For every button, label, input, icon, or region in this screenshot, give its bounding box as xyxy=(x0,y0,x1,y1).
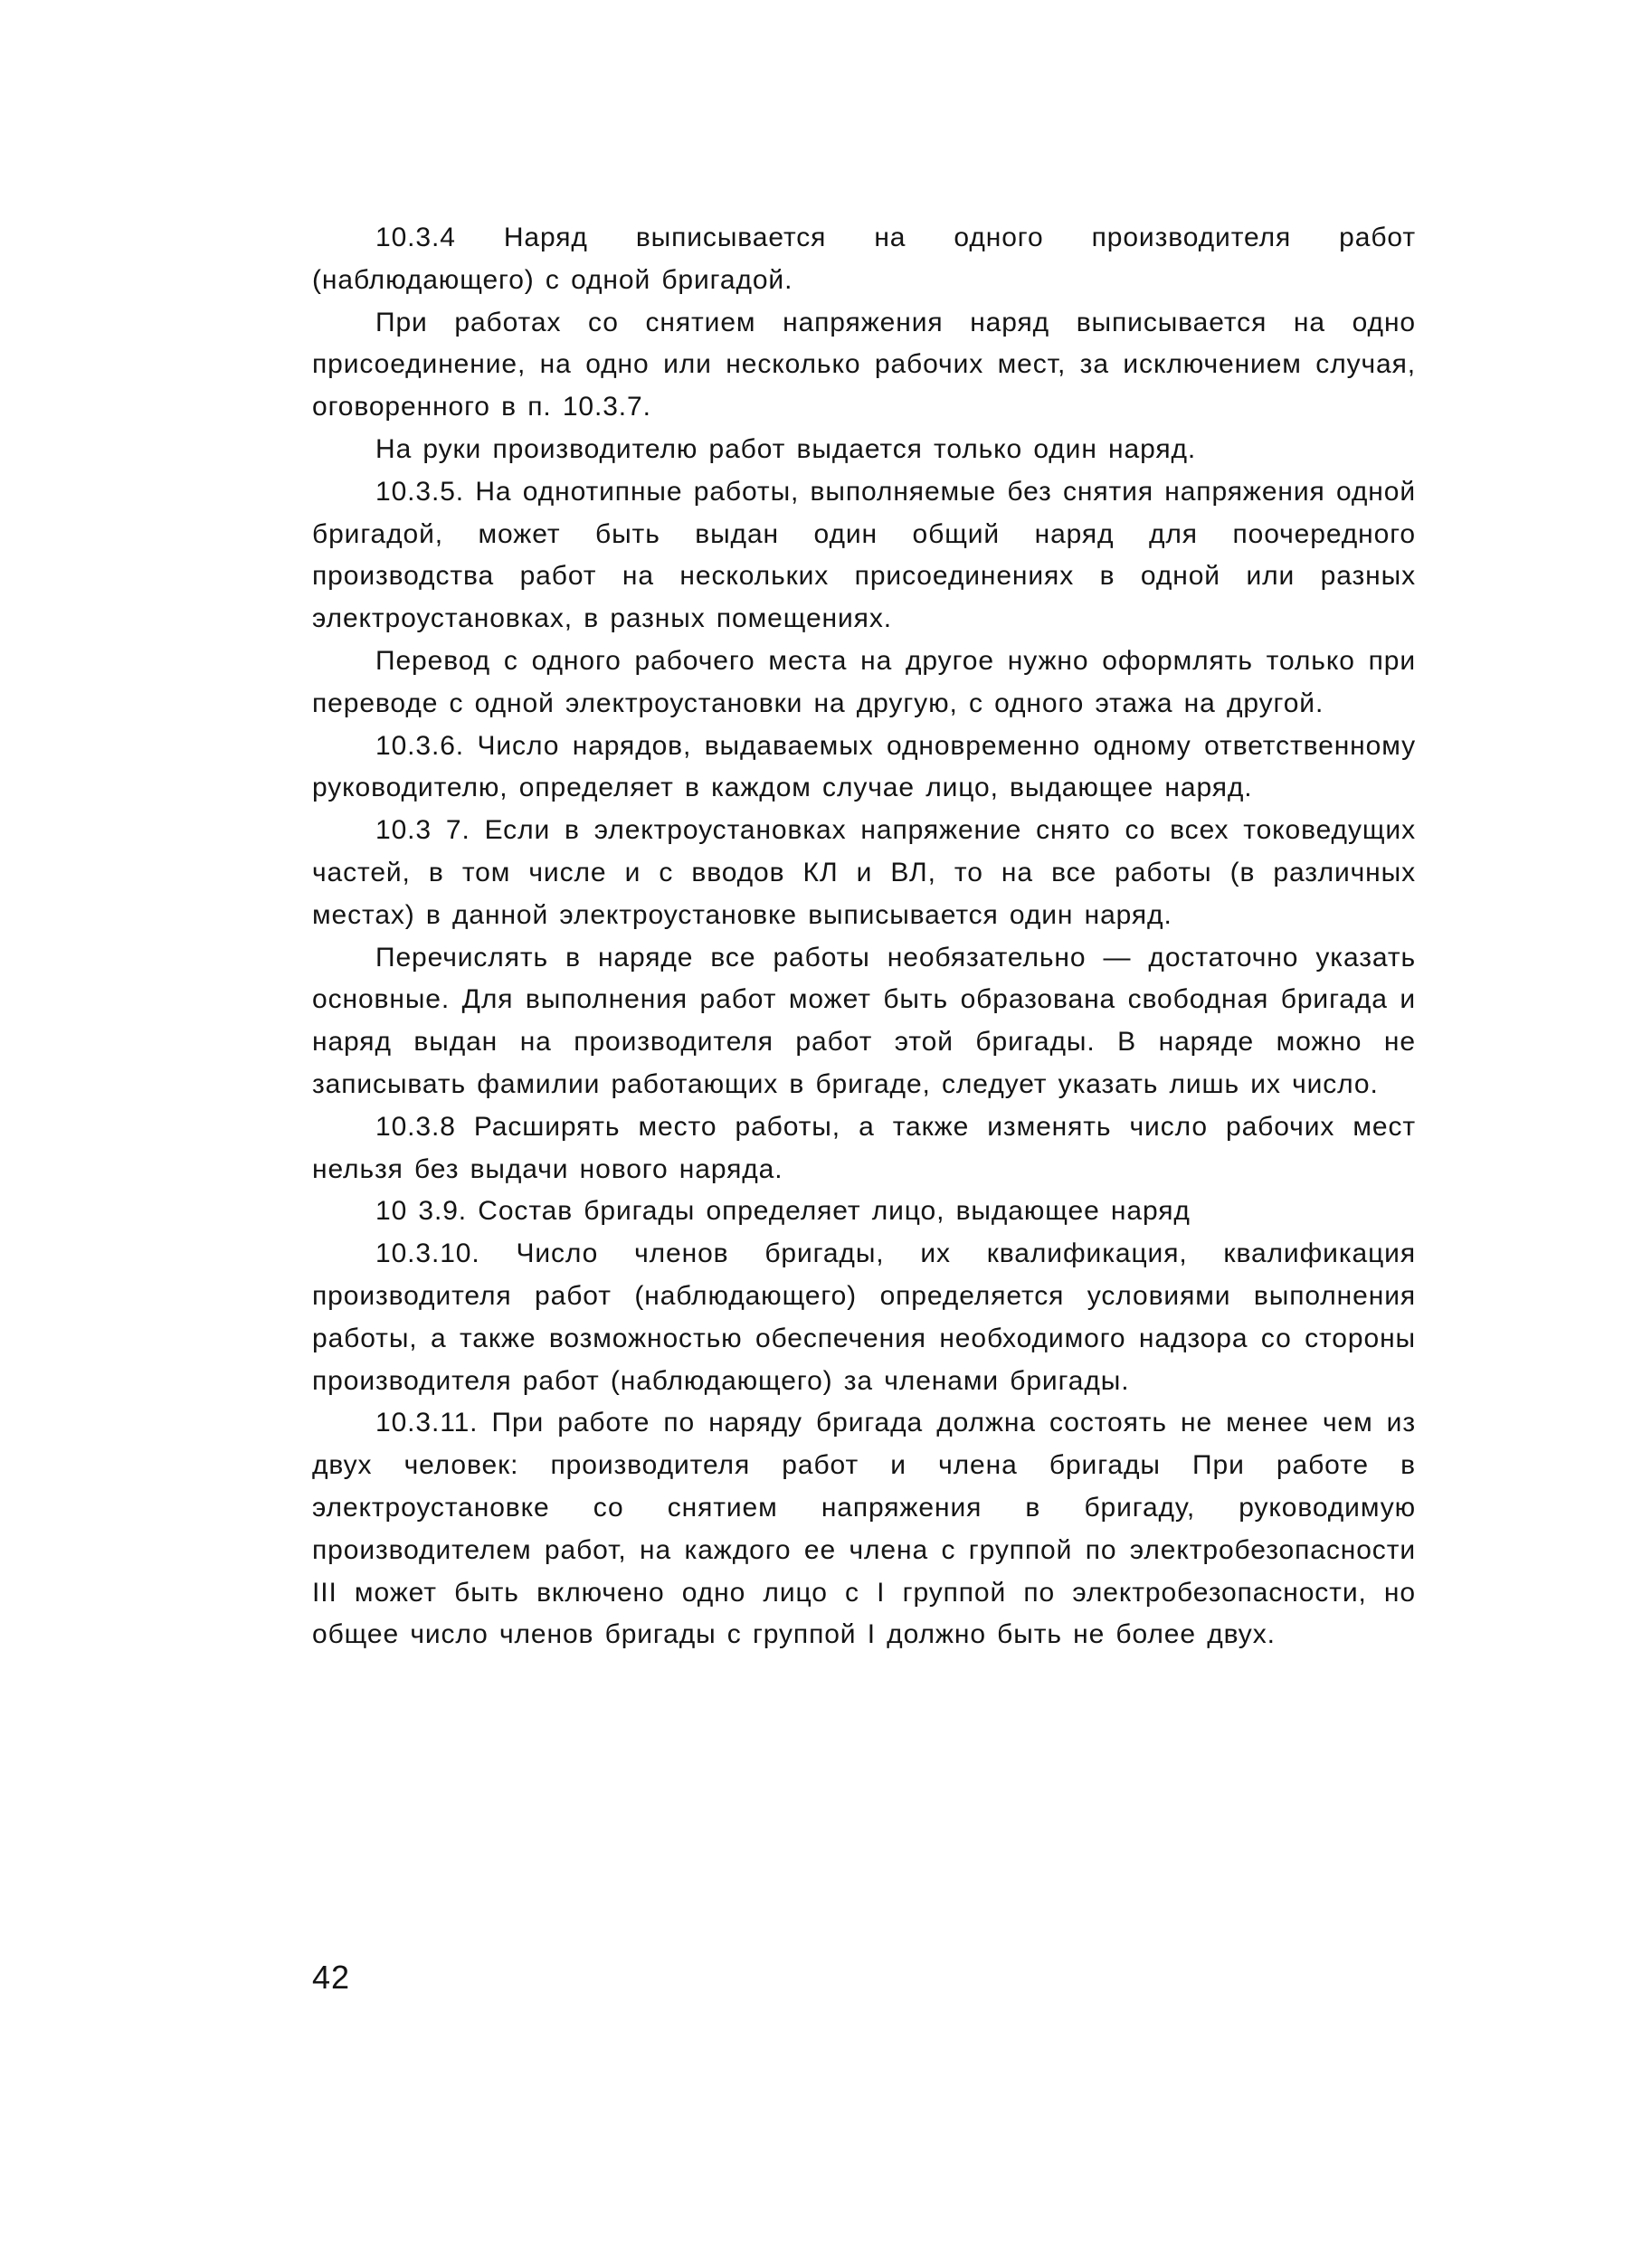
paragraph-transfer-rule: Перевод с одного рабочего места на другое нужно оформлять только при переводе с одной электроустановки на другую, с одного этажа на другой. xyxy=(312,645,1416,718)
page-number: 42 xyxy=(312,1959,351,1996)
paragraph-10-3-9: 10 3.9. Состав бригады определяет лицо, выдающее наряд xyxy=(375,1196,1191,1227)
document-body xyxy=(312,217,1416,1656)
paragraph-10-3-8: 10.3.8 Расширять место работы, а также изменять число рабочих мест нельзя без выдачи нового наряда. xyxy=(312,1111,1416,1184)
paragraph-10-3-4: 10.3.4 Наряд выписывается на одного производителя работ (наблюдающего) с одной бригадой. xyxy=(312,223,1416,295)
paragraph-disconnection-rule: При работах со снятием напряжения наряд выписывается на одно присоединение, на одно или несколько рабочих мест, за исключением случая, оговоренного в п. 10.3.7. xyxy=(312,307,1416,422)
paragraph-single-permit: На руки производителю работ выдается только один наряд. xyxy=(375,433,1197,464)
paragraph-10-3-6: 10.3.6. Число нарядов, выдаваемых одновременно одному ответственному руководителю, определяет в каждом случае лицо, выдающее наряд. xyxy=(312,730,1416,803)
paragraph-10-3-10: 10.3.10. Число членов бригады, их квалификация, квалификация производителя работ (наблюдающего) определяется условиями выполнения работы, а также возможностью обеспечения необходимого надзора со стороны производителя работ (наблюдающего) за членами бригады. xyxy=(312,1238,1416,1396)
paragraph-10-3-7: 10.3 7. Если в электроустановках напряжение снято со всех токоведущих частей, в том числе и с вводов КЛ и ВЛ, то на все работы (в различных местах) в данной электроустановке выписывается один наряд. xyxy=(312,815,1416,930)
paragraph-10-3-11: 10.3.11. При работе по наряду бригада должна состоять не менее чем из двух человек: производителя работ и члена бригады При работе в электроустановке со снятием напряжения в бригаду, руководимую производителем работ, на каждого ее члена с группой по электробезопасности III может быть включено одно лицо с I группой по электробезопасности, но общее число членов бригады с группой I должно быть не более двух. xyxy=(312,1408,1416,1650)
paragraph-list-works: Перечислять в наряде все работы необязательно — достаточно указать основные. Для выполнения работ может быть образована свободная бригада и наряд выдан на производителя работ этой бригады. В наряде можно не записывать фамилии работающих в бригаде, следует указать лишь их число. xyxy=(312,942,1416,1099)
paragraph-10-3-5: 10.3.5. На однотипные работы, выполняемые без снятия напряжения одной бригадой, может быть выдан один общий наряд для поочередного производства работ на нескольких присоединениях в одной или разных электроустановках, в разных помещениях. xyxy=(312,476,1416,634)
